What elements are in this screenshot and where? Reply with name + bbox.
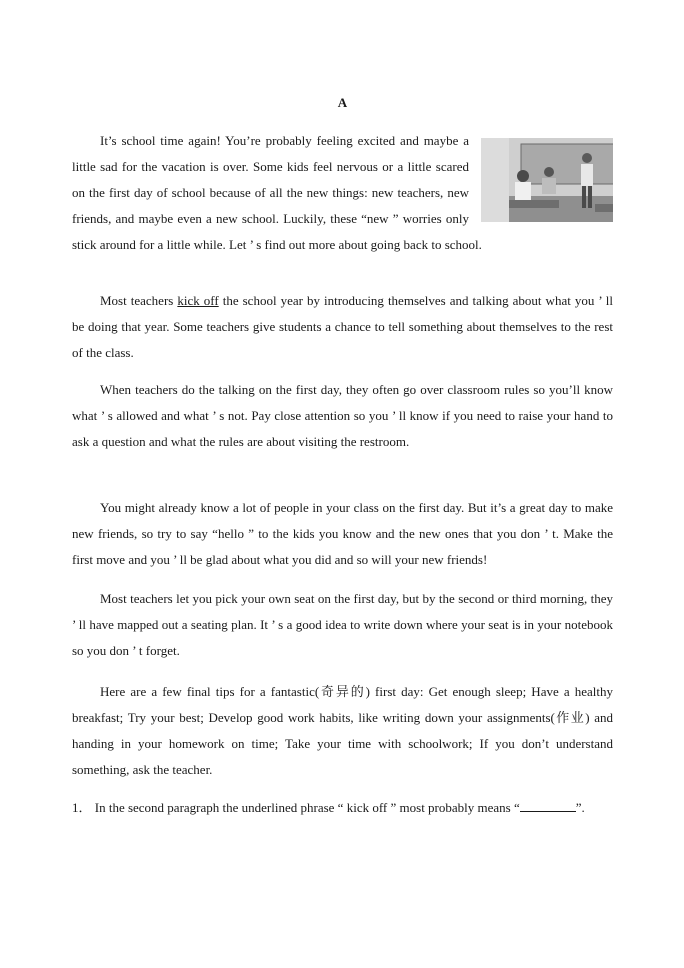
underlined-phrase: kick off — [177, 293, 219, 308]
paragraph-5: Most teachers let you pick your own seat on the first day, but by the second or third morning, they ’ ll have mapped out a seating plan. It ’ s a good idea to write down where your seat is in your notebook so you don ’ t forget. — [72, 591, 613, 658]
paragraph-6: Here are a few final tips for a fantastic(奇异的) first day: Get enough sleep; Have a healthy breakfast; Try your best; Develop good work habits, like writing down your assignments(作业) and handing in your homework on time; Take your time with schoolwork; If you don’t understand something, ask the teacher. — [72, 684, 613, 777]
paragraph-2-end: the school year by introducing themselves and talking about what you ’ ll be doing that year. Some teachers give students a chance to tell something about themselves to the rest of the class. — [72, 293, 613, 360]
paragraph-1 — [72, 128, 613, 258]
paragraph-3: When teachers do the talking on the first day, they often go over classroom rules so you’ll know what ’ s allowed and what ’ s not. Pay close attention so you ’ ll know if you need to raise your hand to ask a question and what the rules are about visiting the restroom. — [72, 382, 613, 449]
paragraph-4: You might already know a lot of people in your class on the first day. But it’s a great day to make new friends, so try to say “hello ” to the kids you know and the new ones that you don ’ t. Make the first move and you ’ ll be glad about what you did and so will your new friends! — [72, 500, 613, 567]
paragraph-2 — [72, 288, 613, 366]
paragraph-1-text: It’s school time again! You’re probably feeling excited and maybe a little sad for the vacation is over. Some kids feel nervous or a little scared on the first day of school because of all the new things: new teachers, new friends, and maybe even a new school. Luckily, these “new ” worries only stick around for a little while. Let ’ s find out more about going back to school. — [72, 133, 482, 252]
passage-title: A — [337, 95, 348, 110]
classroom-photo — [481, 138, 613, 222]
classroom-illustration — [509, 138, 613, 222]
question-1 — [72, 795, 613, 821]
question-1-text: 1． In the second paragraph the underlined phrase “ kick off ” most probably means “ — [72, 800, 520, 815]
answer-blank — [520, 799, 576, 812]
paragraph-2-start: Most teachers — [100, 293, 178, 308]
question-1-end: ”. — [575, 800, 585, 815]
